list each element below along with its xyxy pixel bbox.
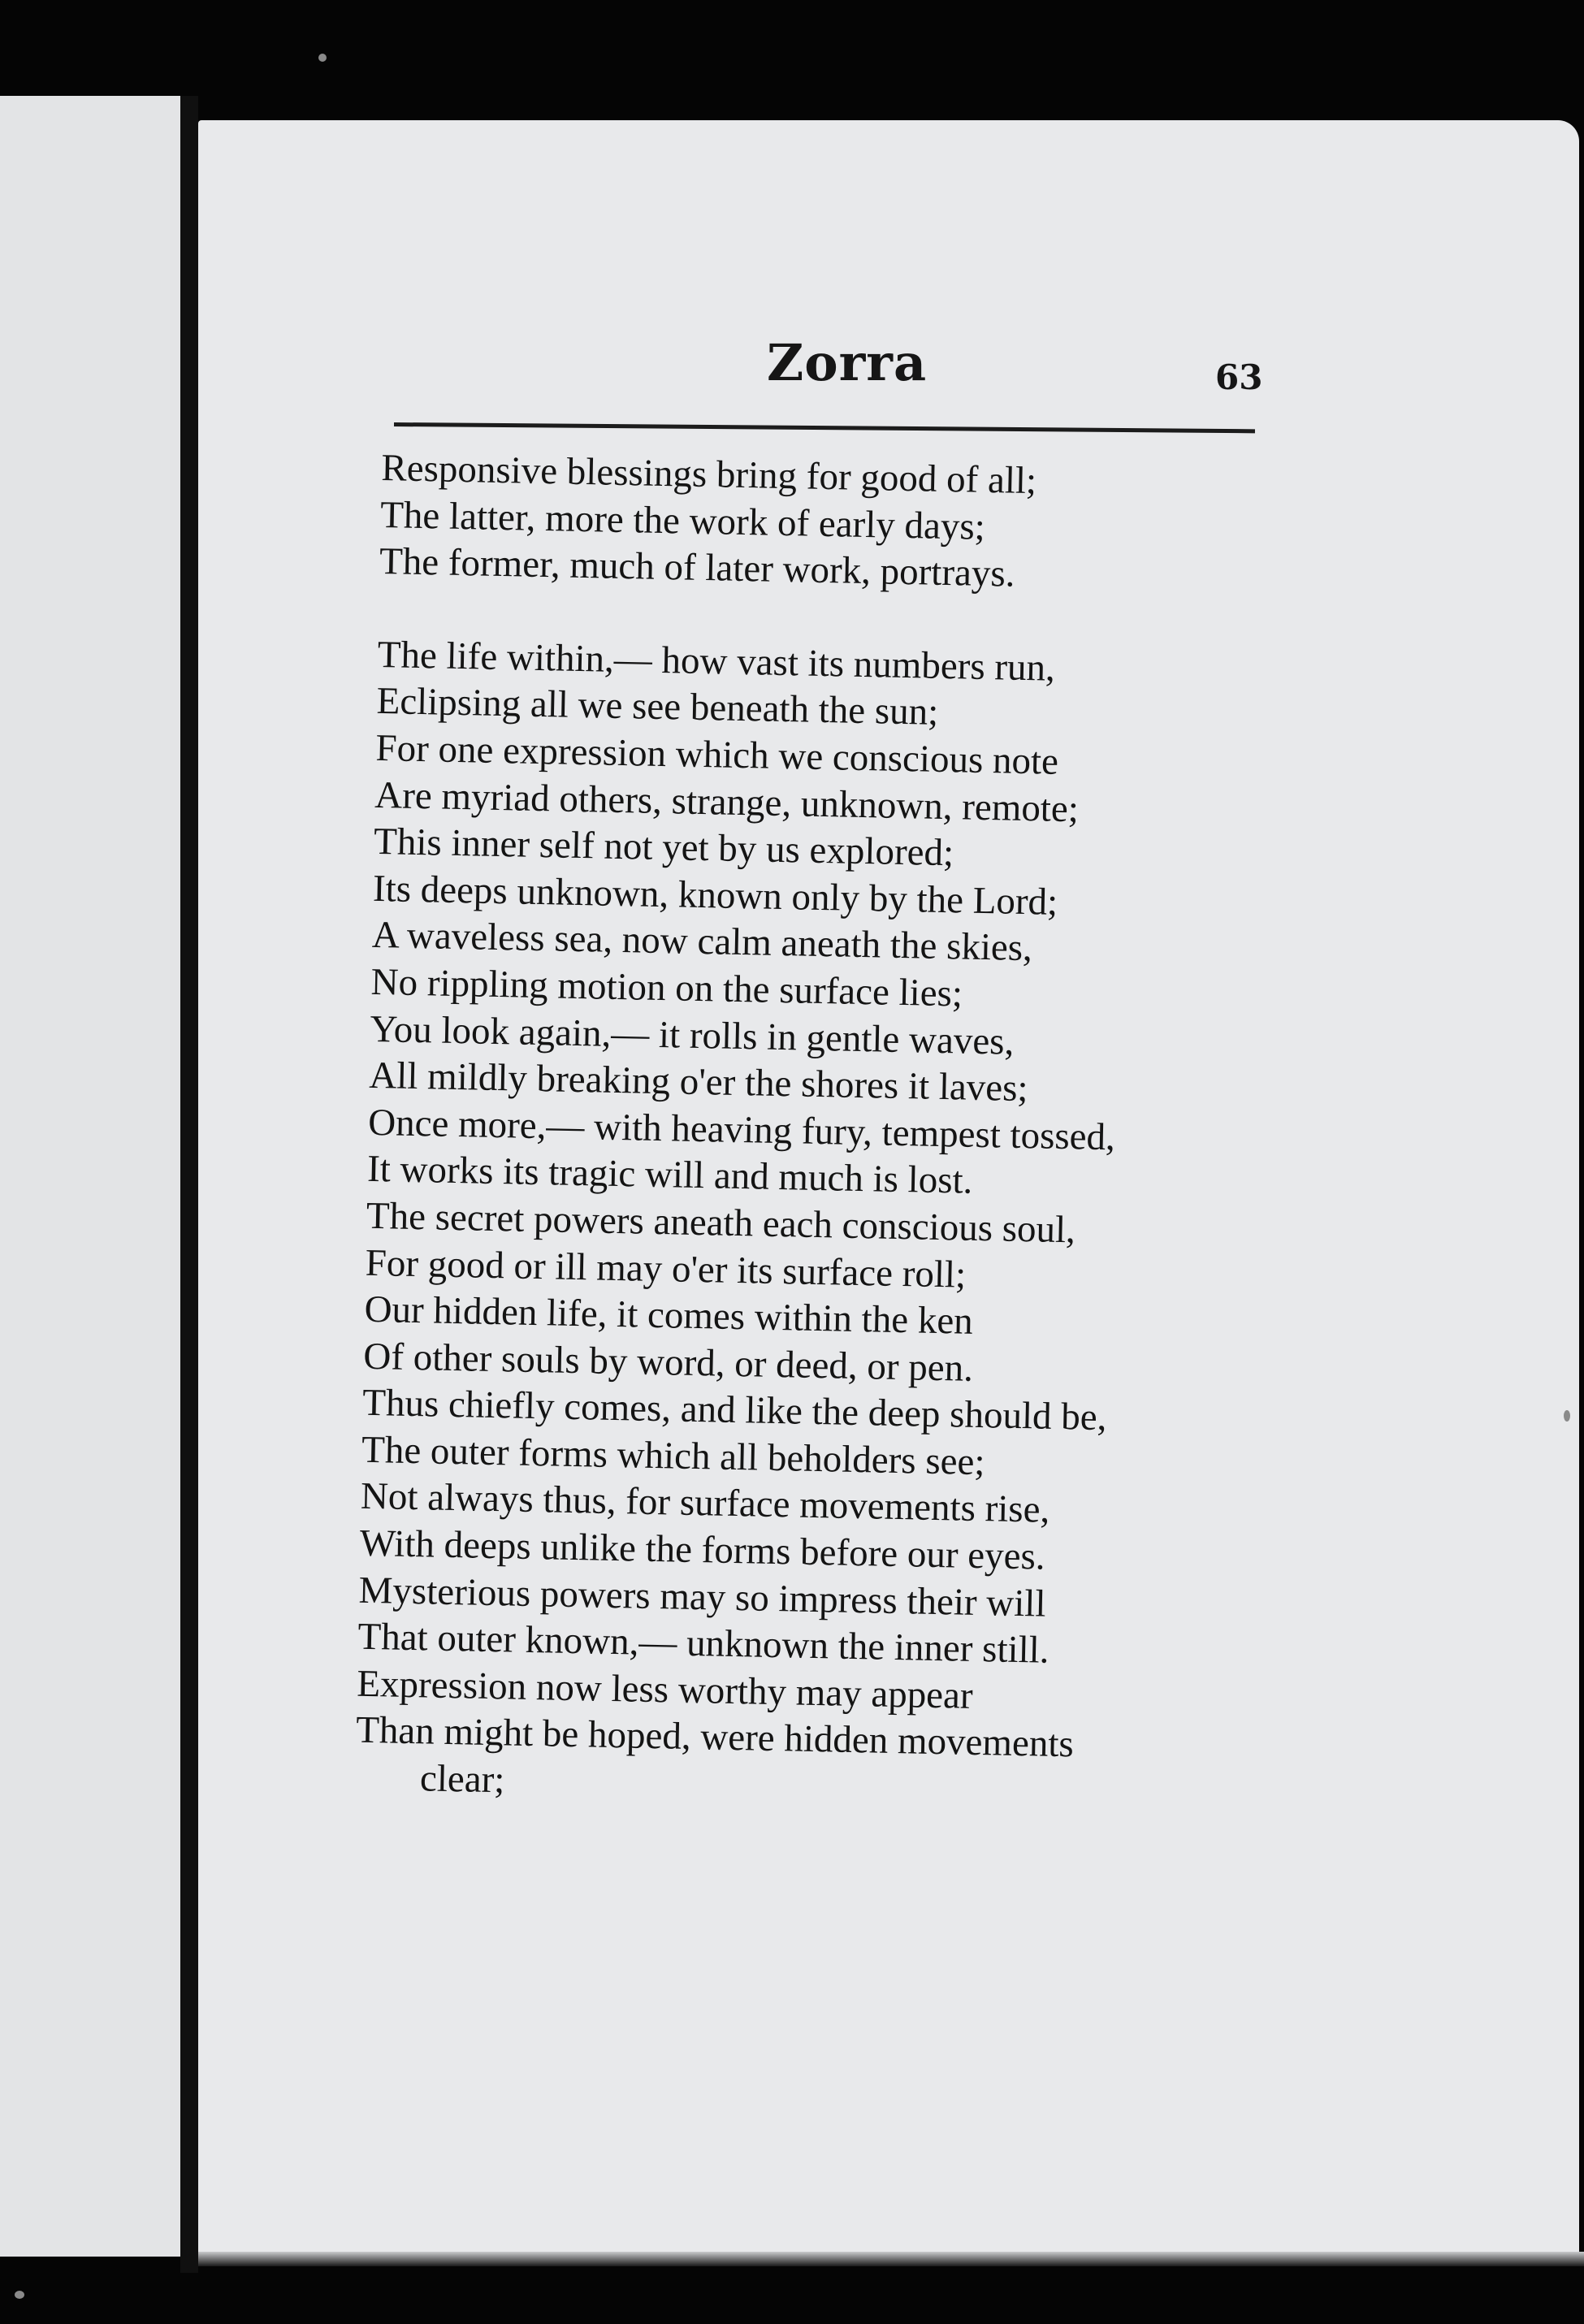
poem-line: Responsive blessings bring for good of all; xyxy=(380,446,1037,503)
poem-line: The former, much of later work, portrays. xyxy=(379,540,1015,595)
poem-line: Mysterious powers may so impress their will xyxy=(358,1569,1046,1625)
poem-line: The life within,— how vast its numbers run, xyxy=(377,633,1056,690)
poem-line: It works its tragic will and much is lost. xyxy=(366,1148,973,1203)
poem-line: Not always thus, for surface movements rise, xyxy=(360,1475,1050,1532)
scan-speck xyxy=(318,54,327,62)
poem-line: All mildly breaking o'er the shores it laves; xyxy=(368,1054,1029,1110)
binding-gutter xyxy=(180,96,198,2273)
poem-line: That outer known,— unknown the inner still. xyxy=(357,1615,1050,1673)
facing-page-edge xyxy=(0,96,180,2257)
running-title: Zorra xyxy=(767,333,928,392)
poem-line: Expression now less worthy may appear xyxy=(356,1662,974,1717)
page-bottom-edge xyxy=(198,2252,1584,2266)
poem-line: This inner self not yet by us explored; xyxy=(373,820,954,875)
poem-line: Than might be hoped, were hidden movements xyxy=(355,1709,1075,1766)
poem-line: The outer forms which all beholders see; xyxy=(361,1428,985,1484)
poem-line: The secret powers aneath each conscious soul, xyxy=(366,1194,1076,1252)
poem-line: For one expression which we conscious note xyxy=(374,726,1059,783)
poem-line: Once more,— with heaving fury, tempest tossed, xyxy=(367,1101,1116,1159)
scan-speck xyxy=(1564,1410,1570,1422)
poem-line: Are myriad others, strange, unknown, remote; xyxy=(374,773,1080,830)
poem-line: Our hidden life, it comes within the ken xyxy=(364,1288,974,1343)
stanza xyxy=(379,445,1340,604)
poem-line-continuation: clear; xyxy=(419,1757,505,1802)
poem-line: Thus chiefly comes, and like the deep should be, xyxy=(361,1382,1107,1439)
poem-line: Its deeps unknown, known only by the Lord; xyxy=(372,867,1058,924)
poem-line: No rippling motion on the surface lies; xyxy=(370,960,963,1015)
poem-line: With deeps unlike the forms before our eyes. xyxy=(359,1521,1046,1578)
page-number: 63 xyxy=(1215,357,1263,397)
poem-line: Eclipsing all we see beneath the sun; xyxy=(376,680,939,734)
poem-line: The latter, more the work of early days; xyxy=(379,493,986,548)
poem-line: For good or ill may o'er its surface roll; xyxy=(365,1241,967,1296)
scan-speck xyxy=(15,2291,24,2299)
poem-line: You look again,— it rolls in gentle waves, xyxy=(370,1007,1015,1063)
poem-text xyxy=(354,445,1339,1820)
poem-line: Of other souls by word, or deed, or pen. xyxy=(362,1335,974,1390)
poem-line: A waveless sea, now calm aneath the skies, xyxy=(371,914,1033,970)
stanza xyxy=(354,632,1336,1820)
